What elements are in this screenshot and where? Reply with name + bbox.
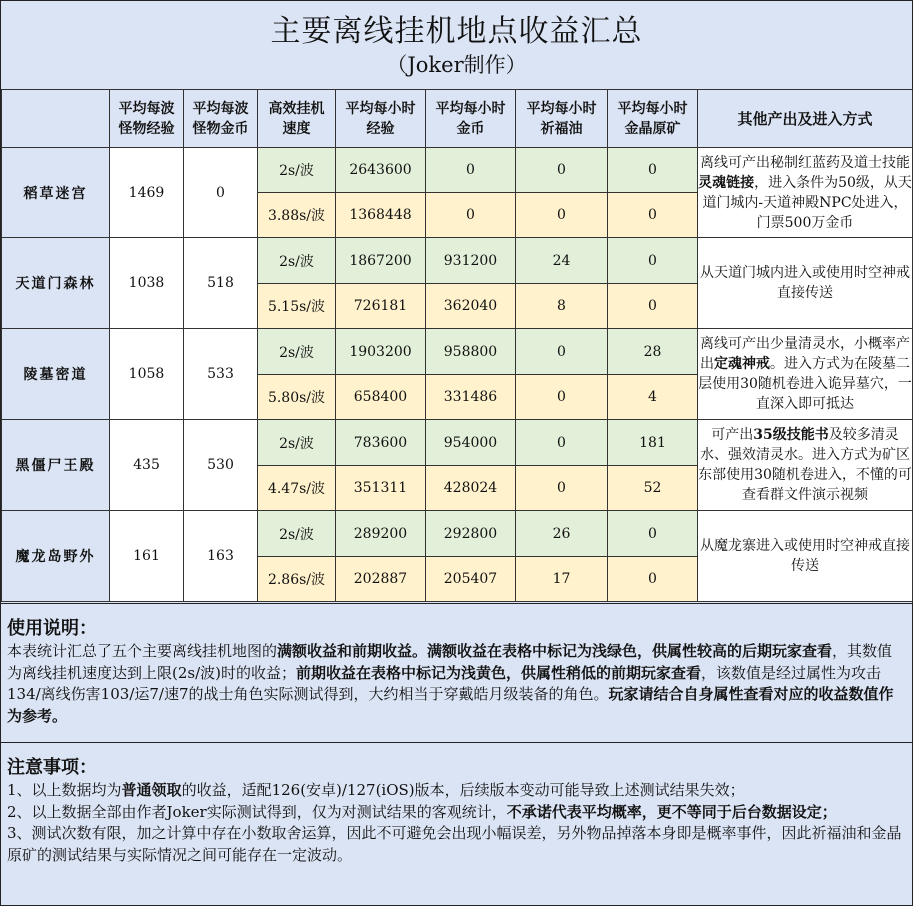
gold-per-hour-early: 362040 bbox=[426, 284, 516, 329]
title-block bbox=[1, 1, 912, 90]
oil-per-hour-early: 17 bbox=[516, 557, 608, 602]
table-row bbox=[2, 148, 913, 193]
wave-gold: 518 bbox=[184, 238, 258, 329]
oil-per-hour-early: 0 bbox=[516, 375, 608, 420]
notes-section bbox=[1, 742, 912, 905]
header-cell: 平均每小时 经验 bbox=[336, 90, 426, 148]
wave-gold: 530 bbox=[184, 420, 258, 511]
oil-per-hour-full: 0 bbox=[516, 420, 608, 466]
exp-per-hour-early: 726181 bbox=[336, 284, 426, 329]
ore-per-hour-early: 52 bbox=[608, 466, 698, 511]
gold-per-hour-early: 331486 bbox=[426, 375, 516, 420]
ore-per-hour-early: 0 bbox=[608, 193, 698, 238]
speed-full: 2s/波 bbox=[258, 511, 336, 557]
speed-full: 2s/波 bbox=[258, 148, 336, 193]
wave-gold: 163 bbox=[184, 511, 258, 602]
page-subtitle: （Joker制作） bbox=[386, 53, 527, 77]
usage-section bbox=[1, 603, 912, 743]
speed-full: 2s/波 bbox=[258, 238, 336, 284]
speed-early: 2.86s/波 bbox=[258, 557, 336, 602]
wave-exp: 1469 bbox=[110, 148, 184, 238]
note-item-2: 2、以上数据全部由作者Joker实际测试得到，仅为对测试结果的客观统计，不承诺代表平均概率，更不等同于后台数据设定； bbox=[7, 802, 837, 821]
gold-per-hour-full: 958800 bbox=[426, 329, 516, 375]
oil-per-hour-early: 0 bbox=[516, 466, 608, 511]
exp-per-hour-early: 202887 bbox=[336, 557, 426, 602]
location-name: 陵墓密道 bbox=[2, 329, 110, 420]
ore-per-hour-early: 4 bbox=[608, 375, 698, 420]
header-cell: 其他产出及进入方式 bbox=[698, 90, 913, 148]
other-output-note: 从天道门城内进入或使用时空神戒直接传送 bbox=[698, 238, 913, 329]
oil-per-hour-early: 8 bbox=[516, 284, 608, 329]
other-output-note: 离线可产出少量清灵水，小概率产出定魂神戒。进入方式为在陵墓二层使用30随机卷进入诡异墓穴，一直深入即可抵达 bbox=[698, 329, 913, 420]
wave-exp: 435 bbox=[110, 420, 184, 511]
header-cell: 平均每波 怪物金币 bbox=[184, 90, 258, 148]
other-output-note: 从魔龙寨进入或使用时空神戒直接传送 bbox=[698, 511, 913, 602]
speed-early: 5.80s/波 bbox=[258, 375, 336, 420]
table-row bbox=[2, 329, 913, 375]
speed-full: 2s/波 bbox=[258, 329, 336, 375]
gold-per-hour-early: 428024 bbox=[426, 466, 516, 511]
table-row bbox=[2, 238, 913, 284]
location-name: 黑僵尸王殿 bbox=[2, 420, 110, 511]
gold-per-hour-full: 931200 bbox=[426, 238, 516, 284]
header-corner bbox=[2, 90, 110, 148]
ore-per-hour-full: 0 bbox=[608, 148, 698, 193]
exp-per-hour-early: 1368448 bbox=[336, 193, 426, 238]
location-name: 天道门森林 bbox=[2, 238, 110, 329]
exp-per-hour-full: 2643600 bbox=[336, 148, 426, 193]
wave-exp: 1058 bbox=[110, 329, 184, 420]
exp-per-hour-early: 351311 bbox=[336, 466, 426, 511]
location-name: 魔龙岛野外 bbox=[2, 511, 110, 602]
ore-per-hour-full: 181 bbox=[608, 420, 698, 466]
wave-exp: 161 bbox=[110, 511, 184, 602]
header-cell: 平均每波 怪物经验 bbox=[110, 90, 184, 148]
header-cell: 平均每小时 祈福油 bbox=[516, 90, 608, 148]
oil-per-hour-full: 0 bbox=[516, 148, 608, 193]
wave-exp: 1038 bbox=[110, 238, 184, 329]
location-name: 稻草迷宫 bbox=[2, 148, 110, 238]
oil-per-hour-full: 24 bbox=[516, 238, 608, 284]
exp-per-hour-full: 289200 bbox=[336, 511, 426, 557]
usage-title: 使用说明： bbox=[7, 618, 97, 639]
oil-per-hour-full: 26 bbox=[516, 511, 608, 557]
speed-early: 3.88s/波 bbox=[258, 193, 336, 238]
note-item-3: 3、测试次数有限，加之计算中存在小数取舍运算，因此不可避免会出现小幅误差，另外物品掉落本身即是概率事件，因此祈福油和金晶原矿的测试结果与实际情况之间可能存在一定波动。 bbox=[7, 824, 902, 864]
header-cell: 高效挂机 速度 bbox=[258, 90, 336, 148]
ore-per-hour-early: 0 bbox=[608, 284, 698, 329]
header-cell: 平均每小时 金晶原矿 bbox=[608, 90, 698, 148]
ore-per-hour-full: 0 bbox=[608, 511, 698, 557]
other-output-note: 离线可产出秘制红蓝药及道士技能灵魂链接，进入条件为50级，从天道门城内-天道神殿NPC处进入，门票500万金币 bbox=[698, 148, 913, 238]
header-cell: 平均每小时 金币 bbox=[426, 90, 516, 148]
gold-per-hour-full: 292800 bbox=[426, 511, 516, 557]
gold-per-hour-full: 0 bbox=[426, 148, 516, 193]
exp-per-hour-full: 1867200 bbox=[336, 238, 426, 284]
oil-per-hour-full: 0 bbox=[516, 329, 608, 375]
notes-title: 注意事项： bbox=[7, 757, 97, 778]
usage-text: 本表统计汇总了五个主要离线挂机地图的满额收益和前期收益。满额收益在表格中标记为浅绿色，供属性较高的后期玩家查看，其数值为离线挂机速度达到上限(2s/波)时的收益；前期收益在表格中标记为浅黄色，供属性稍低的前期玩家查看，该数值是经过属性为攻击134/离线伤害103/运7/速7的战士角色实际测试得到，大约相当于穿戴皓月级装备的角色。玩家请结合自身属性查看对应的收益数值作为参考。 bbox=[7, 642, 894, 725]
wave-gold: 0 bbox=[184, 148, 258, 238]
page-title: 主要离线挂机地点收益汇总 bbox=[270, 14, 643, 49]
header-row bbox=[2, 90, 913, 148]
speed-early: 5.15s/波 bbox=[258, 284, 336, 329]
oil-per-hour-early: 0 bbox=[516, 193, 608, 238]
gold-per-hour-early: 0 bbox=[426, 193, 516, 238]
ore-per-hour-full: 28 bbox=[608, 329, 698, 375]
speed-full: 2s/波 bbox=[258, 420, 336, 466]
wave-gold: 533 bbox=[184, 329, 258, 420]
income-table bbox=[1, 89, 913, 602]
gold-per-hour-early: 205407 bbox=[426, 557, 516, 602]
table-row bbox=[2, 420, 913, 466]
ore-per-hour-full: 0 bbox=[608, 238, 698, 284]
gold-per-hour-full: 954000 bbox=[426, 420, 516, 466]
other-output-note: 可产出35级技能书及较多清灵水、强效清灵水。进入方式为矿区东部使用30随机卷进入，不懂的可查看群文件演示视频 bbox=[698, 420, 913, 511]
exp-per-hour-full: 1903200 bbox=[336, 329, 426, 375]
exp-per-hour-full: 783600 bbox=[336, 420, 426, 466]
ore-per-hour-early: 0 bbox=[608, 557, 698, 602]
speed-early: 4.47s/波 bbox=[258, 466, 336, 511]
note-item-1: 1、以上数据均为普通领取的收益，适配126(安卓)/127(iOS)版本，后续版本变动可能导致上述测试结果失效； bbox=[7, 781, 745, 799]
exp-per-hour-early: 658400 bbox=[336, 375, 426, 420]
table-row bbox=[2, 511, 913, 557]
